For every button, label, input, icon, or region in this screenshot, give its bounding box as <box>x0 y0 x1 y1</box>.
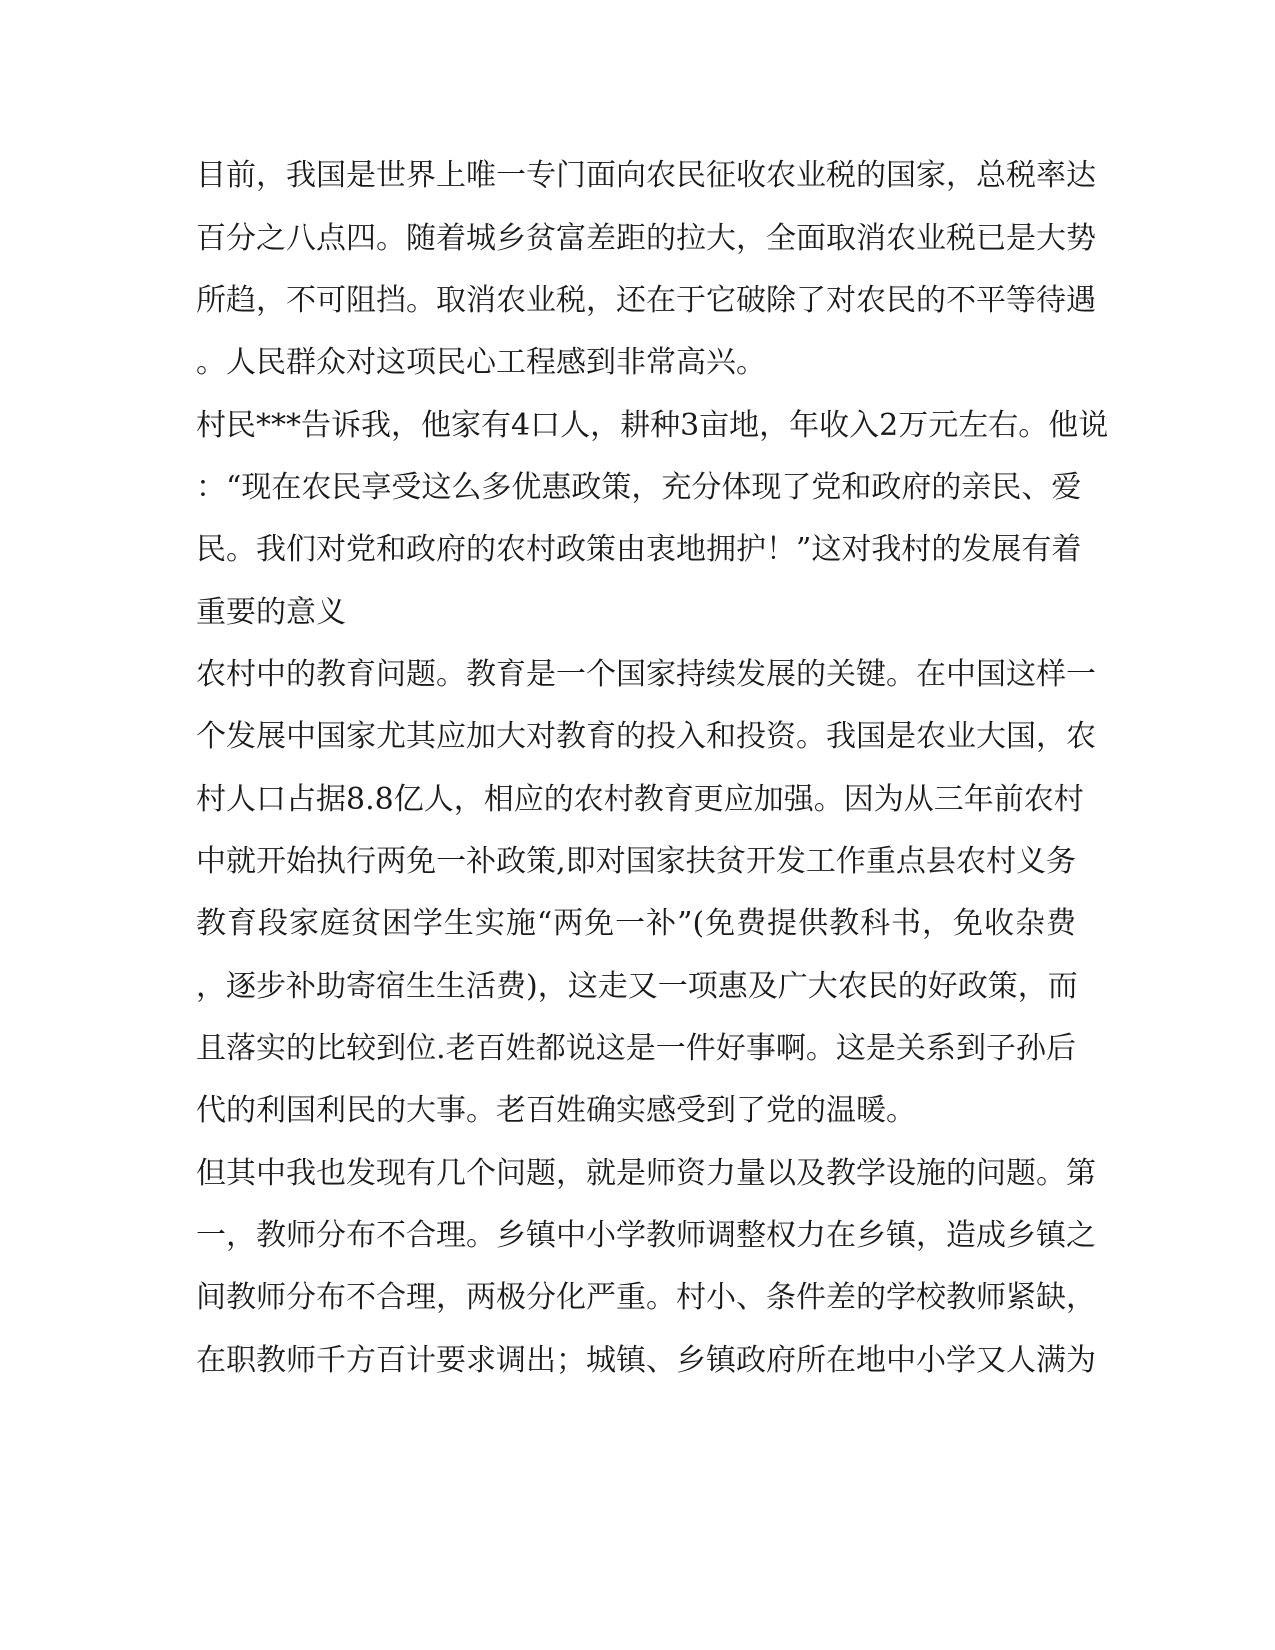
paragraph-2-line-2: ：“现在农民享受这么多优惠政策，充分体现了党和政府的亲民、爱 <box>196 470 1082 505</box>
paragraph-1-line-4: 。人民群众对这项民心工程感到非常高兴。 <box>196 345 766 380</box>
paragraph-2-line-3: 民。我们对党和政府的农村政策由衷地拥护！”这对我村的发展有着 <box>196 532 1082 567</box>
paragraph-3-line-1: 农村中的教育问题。教育是一个国家持续发展的关键。在中国这样一 <box>196 657 1096 692</box>
paragraph-4-line-4: 在职教师千方百计要求调出；城镇、乡镇政府所在地中小学又人满为 <box>196 1343 1096 1378</box>
paragraph-3-line-2: 个发展中国家尤其应加大对教育的投入和投资。我国是农业大国，农 <box>196 719 1096 754</box>
paragraph-4-line-3: 间教师分布不合理，两极分化严重。村小、条件差的学校教师紧缺， <box>196 1280 1096 1315</box>
paragraph-2-line-1: 村民***告诉我，他家有4口人，耕种3亩地，年收入2万元左右。他说 <box>196 408 1109 443</box>
paragraph-1-line-2: 百分之八点四。随着城乡贫富差距的拉大，全面取消农业税已是大势 <box>196 221 1096 256</box>
paragraph-3-line-8: 代的利国利民的大事。老百姓确实感受到了党的温暖。 <box>196 1093 916 1128</box>
paragraph-3-line-7: 且落实的比较到位.老百姓都说这是一件好事啊。这是关系到子孙后 <box>196 1031 1076 1066</box>
paragraph-1-line-3: 所趋，不可阻挡。取消农业税，还在于它破除了对农民的不平等待遇 <box>196 283 1096 318</box>
paragraph-3-line-6: ，逐步补助寄宿生生活费)，这走又一项惠及广大农民的好政策，而 <box>196 969 1078 1004</box>
paragraph-3-line-4: 中就开始执行两免一补政策,即对国家扶贫开发工作重点县农村义务 <box>196 844 1076 879</box>
paragraph-3-line-3: 村人口占据8.8亿人，相应的农村教育更应加强。因为从三年前农村 <box>196 782 1084 817</box>
paragraph-3-line-5: 教育段家庭贫困学生实施“两免一补”(免费提供教科书，免收杂费 <box>196 906 1076 941</box>
paragraph-4-line-1: 但其中我也发现有几个问题，就是师资力量以及教学设施的问题。第 <box>196 1156 1096 1191</box>
paragraph-2-line-4: 重要的意义 <box>196 595 346 630</box>
paragraph-1-line-1: 目前，我国是世界上唯一专门面向农民征收农业税的国家，总税率达 <box>196 158 1096 193</box>
paragraph-4-line-2: 一，教师分布不合理。乡镇中小学教师调整权力在乡镇，造成乡镇之 <box>196 1218 1096 1253</box>
